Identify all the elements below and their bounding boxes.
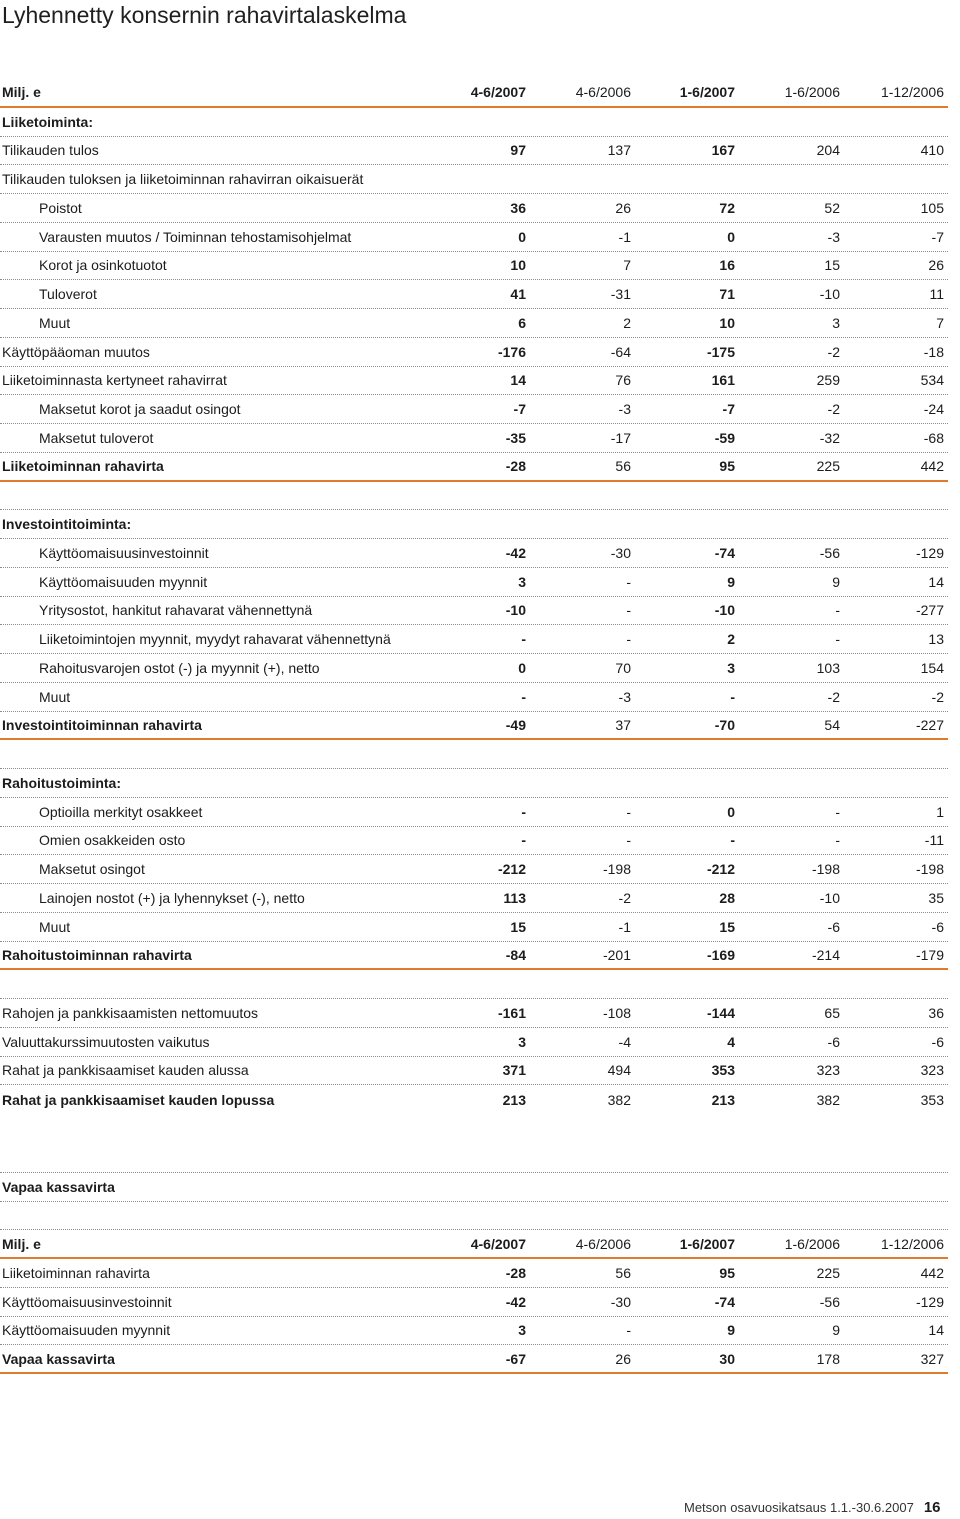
row-label: Liiketoiminta: bbox=[2, 113, 94, 130]
row-value: - bbox=[626, 573, 631, 590]
section-title: Vapaa kassavirta bbox=[2, 1178, 115, 1195]
row-value: -212 bbox=[497, 861, 526, 878]
table-row bbox=[0, 539, 948, 568]
table-row bbox=[0, 309, 948, 338]
row-label: Lainojen nostot (+) ja lyhennykset (-), netto bbox=[39, 889, 305, 906]
row-value: -68 bbox=[923, 429, 944, 446]
row-label: Muut bbox=[39, 918, 71, 935]
row-value: -18 bbox=[923, 343, 944, 360]
row-value: 2 bbox=[623, 314, 631, 331]
row-label: Korot ja osinkotuotot bbox=[39, 257, 167, 274]
row-value: 26 bbox=[928, 257, 944, 274]
table-row bbox=[0, 999, 948, 1028]
row-value: -3 bbox=[618, 688, 631, 705]
row-value: 353 bbox=[711, 1062, 735, 1079]
row-value: -7 bbox=[513, 401, 526, 418]
row-value: -30 bbox=[610, 1293, 631, 1310]
table-row bbox=[0, 395, 948, 424]
table-row bbox=[0, 1317, 948, 1346]
row-value: 28 bbox=[719, 889, 735, 906]
row-value: 154 bbox=[920, 659, 944, 676]
row-value: - bbox=[835, 803, 840, 820]
row-value: -201 bbox=[602, 946, 631, 963]
row-value: -7 bbox=[722, 401, 735, 418]
row-label: Liiketoiminnasta kertyneet rahavirrat bbox=[2, 372, 227, 389]
table-row bbox=[0, 1345, 948, 1374]
row-value: 225 bbox=[816, 458, 840, 475]
table-row bbox=[0, 1288, 948, 1317]
row-value: 1-6/2006 bbox=[784, 84, 840, 101]
row-label: Rahat ja pankkisaamiset kauden alussa bbox=[2, 1062, 249, 1079]
row-value: -198 bbox=[811, 861, 840, 878]
row-value: -10 bbox=[819, 889, 840, 906]
table-row bbox=[0, 252, 948, 281]
row-value: 41 bbox=[510, 286, 526, 303]
row-value: 54 bbox=[824, 716, 840, 733]
row-value: -179 bbox=[915, 946, 944, 963]
table-row bbox=[0, 1057, 948, 1086]
row-value: 0 bbox=[727, 803, 735, 820]
row-value: - bbox=[626, 803, 631, 820]
row-value: -6 bbox=[827, 1033, 840, 1050]
table-row bbox=[0, 1259, 948, 1288]
row-value: 178 bbox=[816, 1350, 840, 1367]
table-row bbox=[0, 482, 948, 511]
row-value: 65 bbox=[824, 1004, 840, 1021]
row-value: 4-6/2006 bbox=[575, 84, 631, 101]
table-row bbox=[0, 165, 948, 194]
row-value: -10 bbox=[505, 602, 526, 619]
row-label: Optioilla merkityt osakkeet bbox=[39, 803, 203, 820]
row-value: 14 bbox=[928, 573, 944, 590]
row-value: -32 bbox=[819, 429, 840, 446]
row-value: -74 bbox=[714, 544, 735, 561]
row-label: Tilikauden tuloksen ja liiketoiminnan rahavirran oikaisuerät bbox=[2, 171, 364, 188]
row-label: Milj. e bbox=[2, 1235, 41, 1252]
row-value: -161 bbox=[497, 1004, 526, 1021]
row-value: -212 bbox=[706, 861, 735, 878]
row-value: 167 bbox=[711, 142, 735, 159]
row-value: - bbox=[521, 631, 526, 648]
row-value: 113 bbox=[503, 889, 526, 906]
row-value: 0 bbox=[727, 228, 735, 245]
row-value: 410 bbox=[920, 142, 944, 159]
table-row bbox=[0, 625, 948, 654]
row-value: - bbox=[626, 602, 631, 619]
row-value: 442 bbox=[920, 458, 944, 475]
row-value: 26 bbox=[615, 1350, 631, 1367]
row-value: 2 bbox=[727, 631, 735, 648]
table-header-row bbox=[0, 1230, 948, 1259]
row-value: 371 bbox=[502, 1062, 526, 1079]
table-row bbox=[0, 855, 948, 884]
row-label: Rahojen ja pankkisaamisten nettomuutos bbox=[2, 1004, 259, 1021]
row-value: 1 bbox=[936, 803, 944, 820]
row-label: Rahoitustoiminnan rahavirta bbox=[2, 946, 192, 963]
row-value: -11 bbox=[924, 832, 944, 849]
row-value: - bbox=[835, 631, 840, 648]
table-row bbox=[0, 367, 948, 396]
row-value: 37 bbox=[615, 716, 631, 733]
table-row bbox=[0, 798, 948, 827]
row-value: 4-6/2007 bbox=[470, 84, 526, 101]
row-value: 225 bbox=[816, 1264, 840, 1281]
row-label: Varausten muutos / Toiminnan tehostamisohjelmat bbox=[39, 228, 352, 245]
table-header-row bbox=[0, 79, 948, 108]
free-cash-flow-table bbox=[0, 1144, 948, 1374]
row-value: 52 bbox=[824, 199, 840, 216]
row-value: 36 bbox=[928, 1004, 944, 1021]
row-value: -6 bbox=[931, 918, 944, 935]
row-value: 442 bbox=[920, 1264, 944, 1281]
row-label: Tuloverot bbox=[39, 286, 97, 303]
row-value: 213 bbox=[502, 1091, 526, 1108]
row-value: 95 bbox=[719, 458, 735, 475]
row-label: Yritysostot, hankitut rahavarat vähennettynä bbox=[39, 602, 313, 619]
row-value: -42 bbox=[505, 1293, 526, 1310]
row-value: -129 bbox=[915, 1293, 944, 1310]
row-label: Liiketoiminnan rahavirta bbox=[2, 458, 164, 475]
row-value: 15 bbox=[824, 257, 840, 274]
row-value: 259 bbox=[816, 372, 840, 389]
row-value: 95 bbox=[719, 1264, 735, 1281]
row-value: -2 bbox=[618, 889, 631, 906]
table-row bbox=[0, 1085, 948, 1114]
row-value: -7 bbox=[931, 228, 944, 245]
row-label: Muut bbox=[39, 314, 71, 331]
row-label: Tilikauden tulos bbox=[2, 142, 99, 159]
row-label: Käyttöomaisuuden myynnit bbox=[2, 1322, 171, 1339]
row-value: 56 bbox=[615, 1264, 631, 1281]
row-value: 97 bbox=[510, 142, 526, 159]
row-value: - bbox=[521, 832, 526, 849]
row-value: 0 bbox=[518, 228, 526, 245]
row-value: -10 bbox=[819, 286, 840, 303]
table-row bbox=[0, 942, 948, 971]
row-value: 9 bbox=[832, 573, 840, 590]
table-row bbox=[0, 884, 948, 913]
row-value: 213 bbox=[711, 1091, 735, 1108]
row-value: -42 bbox=[505, 544, 526, 561]
page-number: 16 bbox=[923, 1499, 941, 1516]
row-value: 7 bbox=[936, 314, 944, 331]
table-row bbox=[0, 1028, 948, 1057]
row-label: Liiketoiminnan rahavirta bbox=[2, 1264, 150, 1281]
row-value: 30 bbox=[719, 1350, 735, 1367]
row-label: Investointitoiminta: bbox=[2, 516, 132, 533]
row-value: -31 bbox=[610, 286, 631, 303]
row-value: 323 bbox=[816, 1062, 840, 1079]
row-label: Liiketoimintojen myynnit, myydyt rahavarat vähennettynä bbox=[39, 631, 391, 648]
row-label: Investointitoiminnan rahavirta bbox=[2, 716, 202, 733]
row-value: 3 bbox=[518, 1322, 526, 1339]
row-value: 0 bbox=[518, 659, 526, 676]
page-title: Lyhennetty konsernin rahavirtalaskelma bbox=[2, 2, 407, 28]
row-value: -74 bbox=[714, 1293, 735, 1310]
row-value: - bbox=[835, 832, 840, 849]
spacer-row bbox=[0, 1202, 948, 1231]
row-value: 4-6/2007 bbox=[470, 1235, 526, 1252]
row-value: 16 bbox=[719, 257, 735, 274]
row-value: -277 bbox=[915, 602, 944, 619]
row-value: -64 bbox=[610, 343, 631, 360]
row-value: -2 bbox=[827, 401, 840, 418]
row-value: 9 bbox=[727, 573, 735, 590]
table-row bbox=[0, 769, 948, 798]
row-label: Rahoitustoiminta: bbox=[2, 774, 121, 791]
table-row bbox=[0, 280, 948, 309]
row-value: -30 bbox=[610, 544, 631, 561]
table-row bbox=[0, 424, 948, 453]
row-value: -2 bbox=[827, 688, 840, 705]
row-value: -1 bbox=[618, 918, 631, 935]
row-value: 327 bbox=[920, 1350, 944, 1367]
table-row bbox=[0, 510, 948, 539]
row-value: 103 bbox=[816, 659, 840, 676]
row-value: -10 bbox=[714, 602, 735, 619]
row-label: Valuuttakurssimuutosten vaikutus bbox=[2, 1033, 210, 1050]
row-value: -108 bbox=[602, 1004, 631, 1021]
row-value: 137 bbox=[607, 142, 631, 159]
row-label: Poistot bbox=[39, 199, 82, 216]
table-row bbox=[0, 223, 948, 252]
row-value: 14 bbox=[928, 1322, 944, 1339]
row-label: Käyttöomaisuusinvestoinnit bbox=[2, 1293, 172, 1310]
row-value: 323 bbox=[920, 1062, 944, 1079]
row-value: 36 bbox=[510, 199, 526, 216]
row-value: - bbox=[626, 631, 631, 648]
row-value: 35 bbox=[928, 889, 944, 906]
row-label: Rahoitusvarojen ostot (-) ja myynnit (+), netto bbox=[39, 659, 320, 676]
row-value: - bbox=[626, 1322, 631, 1339]
table-row bbox=[0, 970, 948, 999]
table-row bbox=[0, 568, 948, 597]
row-value: 15 bbox=[719, 918, 735, 935]
row-value: 353 bbox=[920, 1091, 944, 1108]
table-row bbox=[0, 194, 948, 223]
row-value: 382 bbox=[816, 1091, 840, 1108]
row-value: 382 bbox=[607, 1091, 631, 1108]
row-value: 3 bbox=[518, 573, 526, 590]
table-row bbox=[0, 712, 948, 741]
table-row bbox=[0, 654, 948, 683]
row-value: - bbox=[730, 832, 735, 849]
row-value: 76 bbox=[615, 372, 631, 389]
row-value: 4-6/2006 bbox=[575, 1235, 631, 1252]
row-value: 70 bbox=[615, 659, 631, 676]
row-value: - bbox=[730, 688, 735, 705]
row-value: 4 bbox=[727, 1033, 735, 1050]
row-value: -28 bbox=[505, 1264, 526, 1281]
row-value: -59 bbox=[714, 429, 735, 446]
row-value: 494 bbox=[607, 1062, 631, 1079]
row-value: 10 bbox=[510, 257, 526, 274]
row-value: -67 bbox=[505, 1350, 526, 1367]
row-value: 9 bbox=[832, 1322, 840, 1339]
row-label: Käyttöpääoman muutos bbox=[2, 343, 150, 360]
row-value: 1-12/2006 bbox=[880, 84, 944, 101]
row-label: Vapaa kassavirta bbox=[2, 1350, 115, 1367]
row-value: -28 bbox=[505, 458, 526, 475]
row-value: 13 bbox=[928, 631, 944, 648]
table-row bbox=[0, 108, 948, 137]
table-row bbox=[0, 338, 948, 367]
row-value: 105 bbox=[920, 199, 944, 216]
row-label: Maksetut korot ja saadut osingot bbox=[39, 401, 241, 418]
row-value: -17 bbox=[610, 429, 631, 446]
row-value: -175 bbox=[706, 343, 735, 360]
row-label: Käyttöomaisuusinvestoinnit bbox=[39, 544, 209, 561]
row-value: - bbox=[835, 602, 840, 619]
row-label: Omien osakkeiden osto bbox=[39, 832, 186, 849]
row-label: Rahat ja pankkisaamiset kauden lopussa bbox=[2, 1091, 275, 1108]
table-row bbox=[0, 827, 948, 856]
table-row bbox=[0, 740, 948, 769]
row-value: -169 bbox=[706, 946, 735, 963]
row-value: -129 bbox=[915, 544, 944, 561]
row-value: -1 bbox=[618, 228, 631, 245]
section-title-row bbox=[0, 1173, 948, 1202]
row-value: 1-6/2007 bbox=[679, 1235, 735, 1252]
cash-flow-table bbox=[0, 79, 948, 1114]
row-value: -24 bbox=[923, 401, 944, 418]
table-row bbox=[0, 597, 948, 626]
table-row bbox=[0, 137, 948, 166]
row-value: -144 bbox=[706, 1004, 735, 1021]
spacer-row bbox=[0, 1144, 948, 1173]
row-value: - bbox=[521, 803, 526, 820]
row-value: 161 bbox=[711, 372, 735, 389]
row-value: 1-6/2006 bbox=[784, 1235, 840, 1252]
row-value: 3 bbox=[832, 314, 840, 331]
row-value: -35 bbox=[505, 429, 526, 446]
row-label: Maksetut tuloverot bbox=[39, 429, 154, 446]
row-value: -198 bbox=[602, 861, 631, 878]
row-value: -70 bbox=[714, 716, 735, 733]
row-value: 9 bbox=[727, 1322, 735, 1339]
row-value: -49 bbox=[505, 716, 526, 733]
row-value: 3 bbox=[518, 1033, 526, 1050]
row-value: 204 bbox=[816, 142, 840, 159]
footer-text: Metson osavuosikatsaus 1.1.-30.6.2007 bbox=[684, 1500, 914, 1515]
row-value: -227 bbox=[915, 716, 944, 733]
row-value: -84 bbox=[505, 946, 526, 963]
row-value: -2 bbox=[827, 343, 840, 360]
row-value: 56 bbox=[615, 458, 631, 475]
table-row bbox=[0, 683, 948, 712]
row-label: Käyttöomaisuuden myynnit bbox=[39, 573, 208, 590]
row-value: 7 bbox=[623, 257, 631, 274]
row-label: Milj. e bbox=[2, 84, 41, 101]
row-value: 534 bbox=[920, 372, 944, 389]
row-value: 11 bbox=[929, 286, 944, 303]
row-value: 1-6/2007 bbox=[679, 84, 735, 101]
row-value: -56 bbox=[819, 544, 840, 561]
row-value: -198 bbox=[915, 861, 944, 878]
row-value: 6 bbox=[518, 314, 526, 331]
table-row bbox=[0, 913, 948, 942]
row-value: 14 bbox=[510, 372, 526, 389]
row-value: - bbox=[521, 688, 526, 705]
row-value: 1-12/2006 bbox=[880, 1235, 944, 1252]
row-value: 15 bbox=[510, 918, 526, 935]
row-value: -3 bbox=[618, 401, 631, 418]
row-value: -176 bbox=[497, 343, 526, 360]
row-value: -56 bbox=[819, 1293, 840, 1310]
row-value: -214 bbox=[811, 946, 840, 963]
row-label: Muut bbox=[39, 688, 71, 705]
row-value: -4 bbox=[618, 1033, 631, 1050]
row-value: 10 bbox=[719, 314, 735, 331]
row-value: -3 bbox=[827, 228, 840, 245]
row-value: 72 bbox=[719, 199, 735, 216]
row-label: Maksetut osingot bbox=[39, 861, 145, 878]
row-value: -6 bbox=[827, 918, 840, 935]
row-value: 3 bbox=[727, 659, 735, 676]
row-value: 26 bbox=[615, 199, 631, 216]
table-row bbox=[0, 453, 948, 482]
row-value: -6 bbox=[931, 1033, 944, 1050]
row-value: 71 bbox=[719, 286, 735, 303]
row-value: - bbox=[626, 832, 631, 849]
row-value: -2 bbox=[931, 688, 944, 705]
